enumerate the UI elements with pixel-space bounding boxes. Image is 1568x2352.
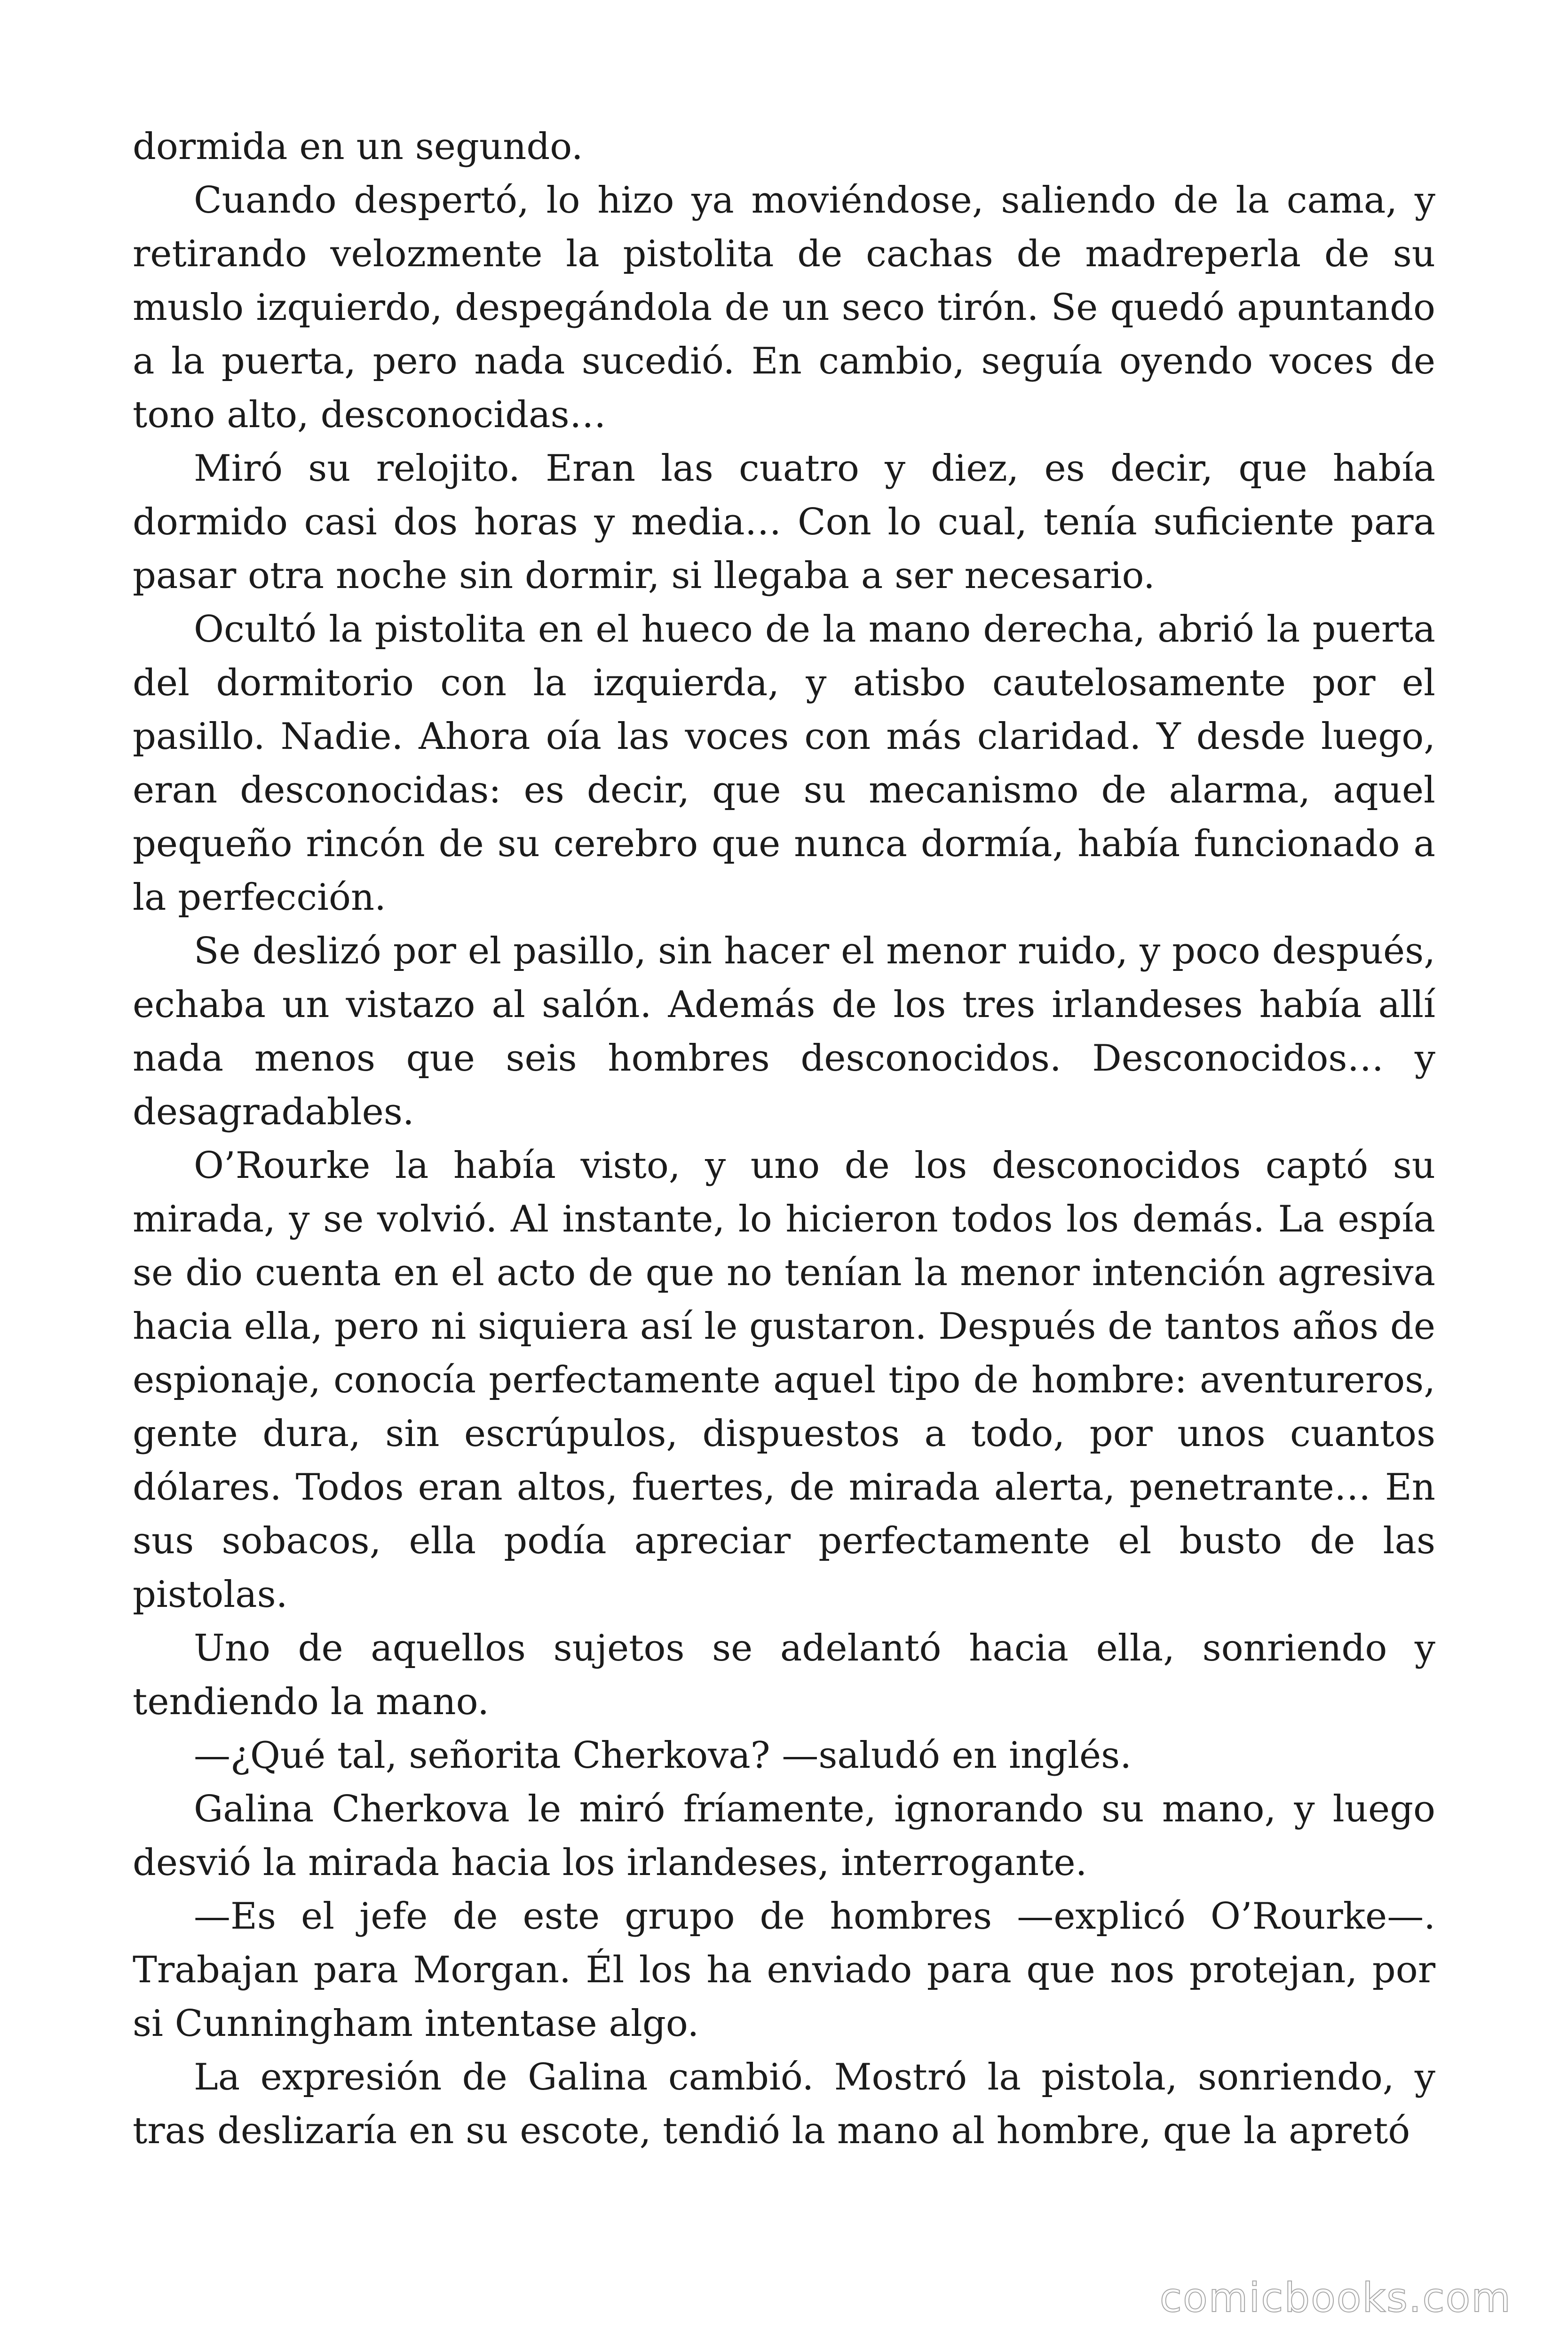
paragraph: Cuando despertó, lo hizo ya moviéndose, saliendo de la cama, y retirando velozmente la pistolita de cachas de madreperla de su muslo izquierdo, despegándola de un seco tirón. Se quedó apuntando a la puerta, pero nada sucedió. En cambio, seguía oyendo voces de tono alto, desconocidas… [133,179,1435,436]
paragraph: —Es el jefe de este grupo de hombres —explicó O’Rourke—. Trabajan para Morgan. Él los ha enviado para que nos protejan, por si Cunningham intentase algo. [133,1895,1435,2045]
paragraph: Ocultó la pistolita en el hueco de la mano derecha, abrió la puerta del dormitorio con la izquierda, y atisbo cautelosamente por el pasillo. Nadie. Ahora oía las voces con más claridad. Y desde luego, eran desconocidas: es decir, que su mecanismo de alarma, aquel pequeño rincón de su cerebro que nunca dormía, había funcionado a la perfección. [133,608,1435,919]
paragraph: —¿Qué tal, señorita Cherkova? —saludó en inglés. [194,1734,1132,1777]
paragraph: La expresión de Galina cambió. Mostró la pistola, sonriendo, y tras deslizaría en su escote, tendió la mano al hombre, que la apretó [133,2056,1435,2152]
paragraph: Miró su relojito. Eran las cuatro y diez, es decir, que había dormido casi dos horas y media… Con lo cual, tenía suficiente para pasar otra noche sin dormir, si llegaba a ser necesario. [133,447,1435,597]
site-watermark: comicbooks.com [1159,2274,1512,2321]
page-text-body [133,120,1435,2158]
paragraph: O’Rourke la había visto, y uno de los desconocidos captó su mirada, y se volvió. Al instante, lo hicieron todos los demás. La espía se dio cuenta en el acto de que no tenían la menor intención agresiva hacia ella, pero ni siquiera así le gustaron. Después de tantos años de espionaje, conocía perfectamente aquel tipo de hombre: aventureros, gente dura, sin escrúpulos, dispuestos a todo, por unos cuantos dólares. Todos eran altos, fuertes, de mirada alerta, penetrante… En sus sobacos, ella podía apreciar perfectamente el busto de las pistolas. [133,1144,1435,1616]
paragraph: Se deslizó por el pasillo, sin hacer el menor ruido, y poco después, echaba un vistazo al salón. Además de los tres irlandeses había allí nada menos que seis hombres desconocidos. Desconocidos… y desagradables. [133,930,1435,1133]
paragraph: dormida en un segundo. [133,126,583,168]
paragraph: Galina Cherkova le miró fríamente, ignorando su mano, y luego desvió la mirada hacia los irlandeses, interrogante. [133,1788,1435,1884]
paragraph: Uno de aquellos sujetos se adelantó hacia ella, sonriendo y tendiendo la mano. [133,1627,1435,1723]
